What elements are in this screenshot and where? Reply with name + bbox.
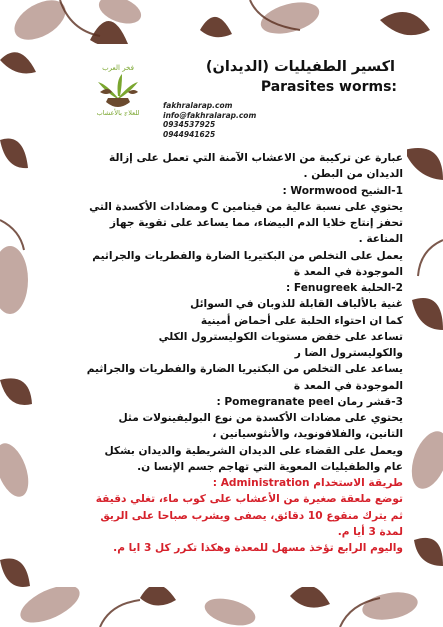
body-line: الديدان من البطن . <box>303 168 403 181</box>
contact-email[interactable]: info@fakhralarap.com <box>163 110 257 120</box>
body-line: يحتوي على نسبة عالية من فيتامين C ومضادات الأكسدة التي <box>89 200 403 213</box>
contact-website[interactable]: fakhralarap.com <box>163 101 233 110</box>
contact-block <box>163 101 256 139</box>
body-line: والكوليسترول الضا ر <box>294 347 403 359</box>
body-line: يحتوي على مضادات الأكسدة من نوع البوليفينولات مثل <box>118 412 403 424</box>
page-subtitle: Parasites worms: <box>260 79 397 95</box>
usage-line: توضع ملعقة صغيرة من الأعشاب على كوب ماء، تغلي دقيقة <box>95 493 403 506</box>
usage-line: واليوم الرابع تؤخذ مسهل للمعدة وهكذا تكرر كل 3 ايا م. <box>113 542 403 554</box>
usage-line: طريقة الاستخدام Administration : <box>212 477 403 489</box>
contact-phone-2[interactable]: 0944941625 <box>163 129 216 139</box>
body-line: تساعد على خفض مستويات الكوليسترول الكلي <box>158 330 403 343</box>
usage-line: لمدة 3 أيا م. <box>337 525 403 538</box>
body-line: يساعد على التخلص من البكتيريا الضارة والفطريات والجراثيم <box>86 363 403 376</box>
usage-line: ثم يترك منقوع 10 دقائق، يصفى ويشرب صباحا على الريق <box>100 509 403 522</box>
contact-phone-1[interactable]: 0934537925 <box>163 120 216 130</box>
body-line: الموجودة في المعد ة <box>293 265 403 278</box>
body-line: كما ان احتواء الحلبة على أحماض أمينية <box>200 314 403 327</box>
body-line: الموجودة في المعد ة <box>293 379 403 392</box>
body-line: التانين، والفلافونويد، والأنثوسيانين ، <box>212 428 403 441</box>
logo-sub-text: للعلاج بالأعشاب <box>96 109 140 116</box>
page-title: اكسير الطفيليات (الديدان) <box>205 59 395 75</box>
fakhr-alarab-logo <box>72 62 164 116</box>
body-line: المناعة . <box>358 233 403 246</box>
body-line: يعمل على التخلص من البكتيريا الضارة والفطريات والجراثيم <box>92 249 403 262</box>
body-line: 2-الحلبة Fenugreek : <box>285 282 403 294</box>
body-line: تحفز إنتاج خلايا الدم البيضاء، مما يساعد على تقوية جهاز <box>109 217 403 229</box>
body-line: عبارة عن تركيبة من الاعشاب الآمنة التي تعمل على إزالة <box>109 152 403 164</box>
body-line: ويعمل على القضاء على الديدان الشريطية والديدان بشكل <box>104 444 403 457</box>
logo-arc-text: فخر العرب <box>102 64 134 72</box>
body-text <box>58 150 403 556</box>
body-line: غنية بالألياف القابلة للذوبان في السوائل <box>190 298 403 311</box>
body-line: 1-الشيح Wormwood : <box>282 184 403 197</box>
body-line: 3-قشر رمان Pomegranate peel : <box>216 395 403 408</box>
body-line: عام والطفيليات المعوية التي تهاجم جسم الإنسا ن. <box>137 460 403 473</box>
